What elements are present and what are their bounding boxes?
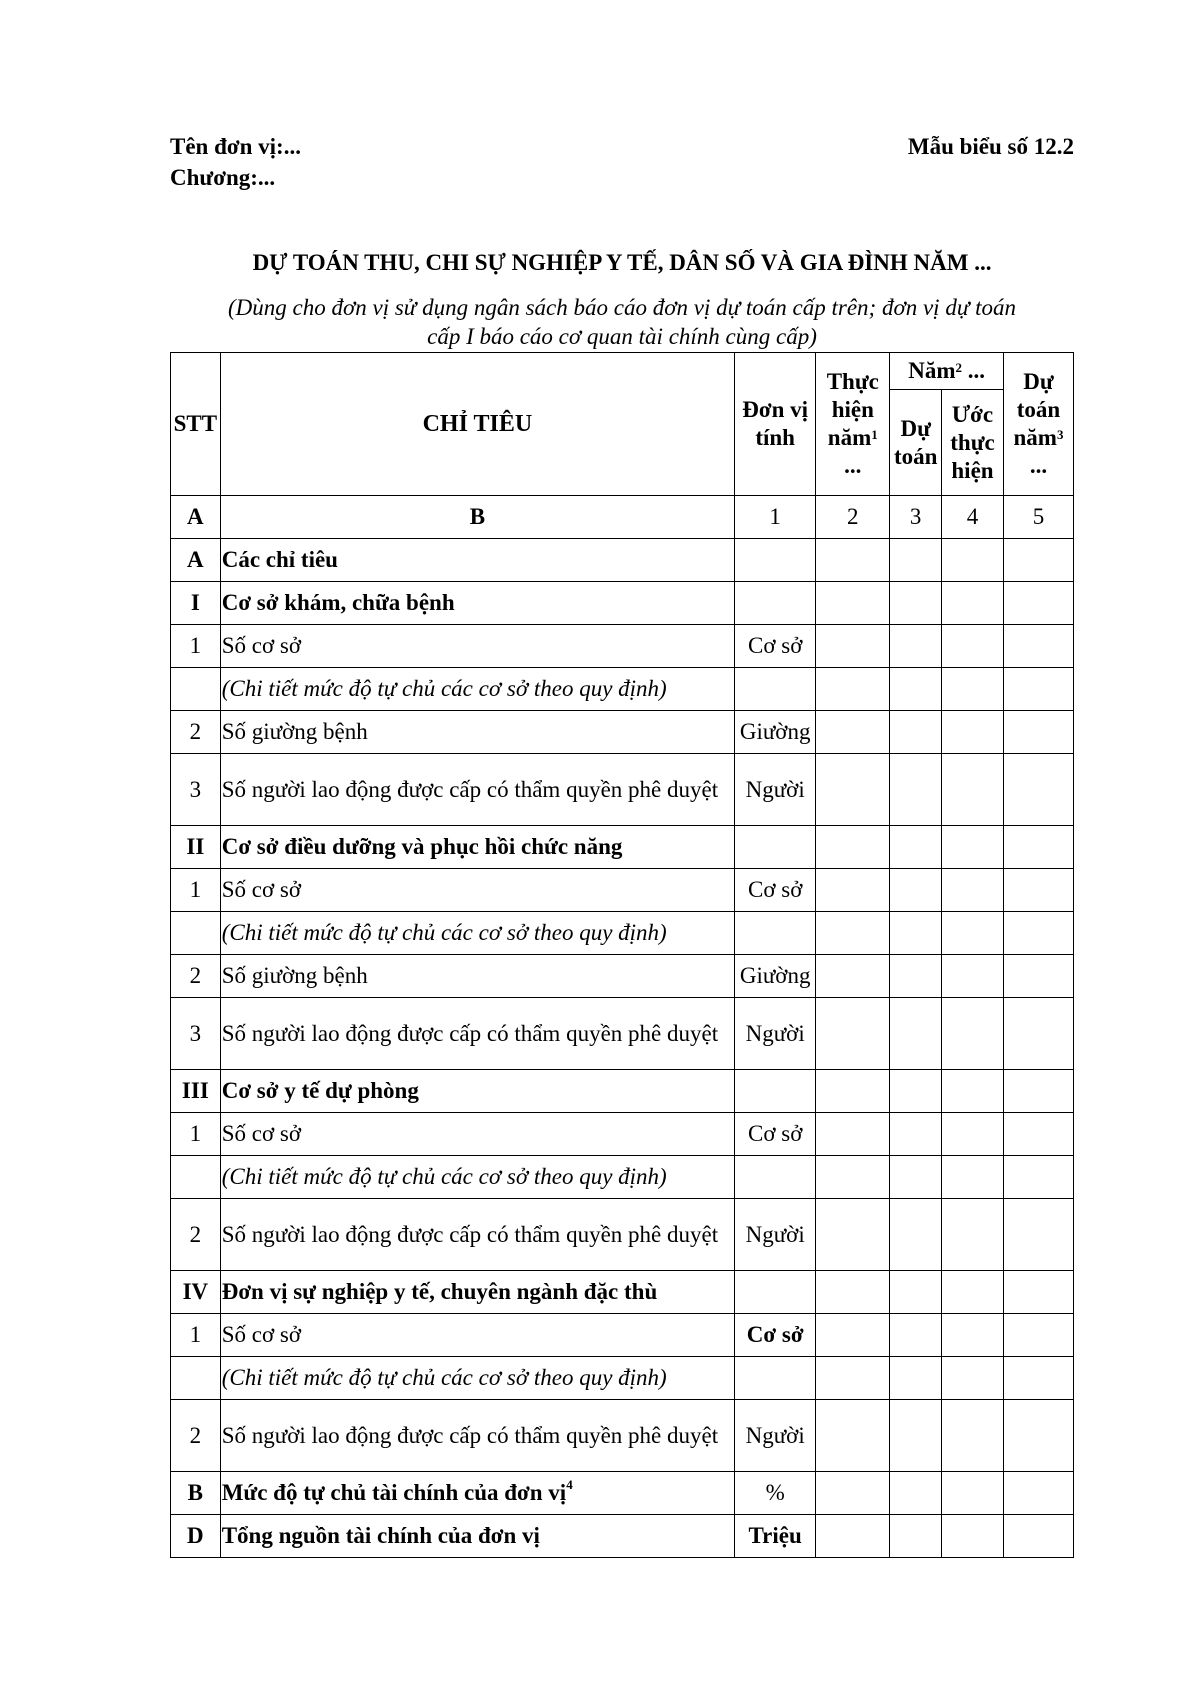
value-cell bbox=[816, 582, 890, 625]
value-cell bbox=[890, 998, 942, 1070]
col-index-cell: B bbox=[220, 496, 734, 539]
table-row bbox=[171, 711, 1074, 754]
row-label bbox=[220, 668, 734, 711]
table-row bbox=[171, 1472, 1074, 1515]
row-label bbox=[220, 625, 734, 668]
value-cell bbox=[1003, 1515, 1073, 1558]
value-cell bbox=[890, 1199, 942, 1271]
value-cell bbox=[942, 1314, 1004, 1357]
value-cell bbox=[890, 754, 942, 826]
row-unit bbox=[735, 1271, 816, 1314]
value-cell bbox=[816, 1515, 890, 1558]
value-cell bbox=[942, 869, 1004, 912]
value-cell bbox=[1003, 668, 1073, 711]
row-label bbox=[220, 1472, 734, 1515]
row-label bbox=[220, 1070, 734, 1113]
value-cell bbox=[816, 1113, 890, 1156]
value-cell bbox=[942, 1400, 1004, 1472]
row-stt: 2 bbox=[171, 955, 221, 998]
col-index-cell: 5 bbox=[1003, 496, 1073, 539]
row-stt: 3 bbox=[171, 754, 221, 826]
value-cell bbox=[890, 1357, 942, 1400]
document-subtitle bbox=[170, 293, 1074, 351]
value-cell bbox=[816, 1070, 890, 1113]
table-row bbox=[171, 1314, 1074, 1357]
row-label-text: (Chi tiết mức độ tự chủ các cơ sở theo quy định) bbox=[221, 1164, 667, 1189]
row-unit bbox=[735, 1357, 816, 1400]
row-label-text: Số cơ sở bbox=[221, 1322, 301, 1347]
value-cell bbox=[890, 1271, 942, 1314]
row-stt: 2 bbox=[171, 1199, 221, 1271]
chapter-label: Chương:... bbox=[170, 165, 276, 190]
row-label-text: Cơ sở khám, chữa bệnh bbox=[221, 590, 455, 615]
header-don-vi-tinh: Đơn vị tính bbox=[735, 353, 816, 496]
table-row bbox=[171, 1357, 1074, 1400]
value-cell bbox=[816, 998, 890, 1070]
row-stt: 1 bbox=[171, 1314, 221, 1357]
document-title: DỰ TOÁN THU, CHI SỰ NGHIỆP Y TẾ, DÂN SỐ VÀ GIA ĐÌNH NĂM ... bbox=[252, 250, 992, 275]
row-label bbox=[220, 1400, 734, 1472]
row-stt bbox=[171, 668, 221, 711]
row-label bbox=[220, 912, 734, 955]
row-label bbox=[220, 1314, 734, 1357]
row-stt: 1 bbox=[171, 869, 221, 912]
table-row bbox=[171, 582, 1074, 625]
row-label-text: Tổng nguồn tài chính của đơn vị bbox=[221, 1523, 540, 1548]
value-cell bbox=[816, 826, 890, 869]
row-stt: B bbox=[171, 1472, 221, 1515]
table-row bbox=[171, 539, 1074, 582]
value-cell bbox=[890, 1070, 942, 1113]
value-cell bbox=[890, 1314, 942, 1357]
value-cell bbox=[1003, 1199, 1073, 1271]
value-cell bbox=[816, 1271, 890, 1314]
subtitle-line-2: cấp I báo cáo cơ quan tài chính cùng cấp) bbox=[427, 324, 817, 349]
table-row bbox=[171, 1156, 1074, 1199]
row-stt: II bbox=[171, 826, 221, 869]
row-label-text: Số cơ sở bbox=[221, 877, 301, 902]
row-stt: 1 bbox=[171, 625, 221, 668]
row-unit: Giường bbox=[735, 955, 816, 998]
value-cell bbox=[942, 1113, 1004, 1156]
table-row bbox=[171, 826, 1074, 869]
row-label-text: Số người lao động được cấp có thẩm quyền phê duyệt bbox=[221, 1423, 719, 1448]
table-row bbox=[171, 1515, 1074, 1558]
value-cell bbox=[1003, 998, 1073, 1070]
value-cell bbox=[816, 711, 890, 754]
value-cell bbox=[816, 1400, 890, 1472]
row-stt: III bbox=[171, 1070, 221, 1113]
row-label-text: Các chỉ tiêu bbox=[221, 547, 338, 572]
value-cell bbox=[890, 1156, 942, 1199]
row-label-text: Số giường bệnh bbox=[221, 963, 368, 988]
col-index-cell: 3 bbox=[890, 496, 942, 539]
row-unit bbox=[735, 582, 816, 625]
value-cell bbox=[816, 754, 890, 826]
value-cell bbox=[1003, 711, 1073, 754]
table-row bbox=[171, 625, 1074, 668]
value-cell bbox=[1003, 1070, 1073, 1113]
value-cell bbox=[942, 998, 1004, 1070]
value-cell bbox=[1003, 539, 1073, 582]
value-cell bbox=[942, 1515, 1004, 1558]
value-cell bbox=[890, 826, 942, 869]
row-label-text: Số người lao động được cấp có thẩm quyền phê duyệt bbox=[221, 1222, 719, 1247]
value-cell bbox=[816, 668, 890, 711]
row-label-footnote: 4 bbox=[566, 1477, 573, 1492]
table-body bbox=[171, 496, 1074, 1558]
row-label-text: Cơ sở điều dưỡng và phục hồi chức năng bbox=[221, 834, 623, 859]
value-cell bbox=[1003, 625, 1073, 668]
table-row bbox=[171, 1271, 1074, 1314]
row-label-text: (Chi tiết mức độ tự chủ các cơ sở theo quy định) bbox=[221, 920, 667, 945]
value-cell bbox=[942, 1472, 1004, 1515]
value-cell bbox=[942, 1271, 1004, 1314]
value-cell bbox=[816, 955, 890, 998]
value-cell bbox=[1003, 869, 1073, 912]
row-unit: Người bbox=[735, 754, 816, 826]
col-index-cell: 4 bbox=[942, 496, 1004, 539]
row-unit bbox=[735, 912, 816, 955]
row-stt: 2 bbox=[171, 1400, 221, 1472]
value-cell bbox=[890, 711, 942, 754]
unit-info bbox=[170, 131, 301, 193]
value-cell bbox=[890, 869, 942, 912]
row-stt bbox=[171, 1357, 221, 1400]
row-label bbox=[220, 711, 734, 754]
header-nam: Năm$^2$ ... bbox=[890, 353, 1004, 390]
row-label-text: Số người lao động được cấp có thẩm quyền phê duyệt bbox=[221, 777, 719, 802]
row-label-text: Số người lao động được cấp có thẩm quyền phê duyệt bbox=[221, 1021, 719, 1046]
row-stt bbox=[171, 1156, 221, 1199]
row-label-text: Số giường bệnh bbox=[221, 719, 368, 744]
col-index-cell: A bbox=[171, 496, 221, 539]
value-cell bbox=[942, 668, 1004, 711]
value-cell bbox=[890, 912, 942, 955]
table-row bbox=[171, 998, 1074, 1070]
row-stt: I bbox=[171, 582, 221, 625]
header-chi-tieu: CHỈ TIÊU bbox=[220, 353, 734, 496]
value-cell bbox=[890, 582, 942, 625]
value-cell bbox=[890, 539, 942, 582]
value-cell bbox=[942, 754, 1004, 826]
value-cell bbox=[1003, 1156, 1073, 1199]
row-label bbox=[220, 1199, 734, 1271]
row-label bbox=[220, 826, 734, 869]
row-unit: Triệu bbox=[735, 1515, 816, 1558]
row-unit: Cơ sở bbox=[735, 869, 816, 912]
value-cell bbox=[942, 826, 1004, 869]
table-row bbox=[171, 754, 1074, 826]
value-cell bbox=[890, 1400, 942, 1472]
value-cell bbox=[942, 955, 1004, 998]
row-label bbox=[220, 1357, 734, 1400]
row-label bbox=[220, 1113, 734, 1156]
value-cell bbox=[816, 1314, 890, 1357]
form-number: Mẫu biểu số 12.2 bbox=[907, 134, 1074, 159]
row-label bbox=[220, 998, 734, 1070]
row-unit: Cơ sở bbox=[735, 625, 816, 668]
table-row bbox=[171, 912, 1074, 955]
estimate-table bbox=[170, 352, 1074, 1558]
row-unit: Cơ sở bbox=[735, 1314, 816, 1357]
value-cell bbox=[1003, 912, 1073, 955]
value-cell bbox=[942, 711, 1004, 754]
unit-name-label: Tên đơn vị:... bbox=[170, 134, 301, 159]
header-du-toan-nam: Dự toán năm$^3$ ... bbox=[1003, 353, 1073, 496]
row-unit: Giường bbox=[735, 711, 816, 754]
value-cell bbox=[1003, 1357, 1073, 1400]
row-stt: 1 bbox=[171, 1113, 221, 1156]
row-unit: Người bbox=[735, 1199, 816, 1271]
value-cell bbox=[890, 668, 942, 711]
row-label-text: Số cơ sở bbox=[221, 633, 301, 658]
table-row bbox=[171, 955, 1074, 998]
table-row bbox=[171, 1070, 1074, 1113]
value-cell bbox=[890, 955, 942, 998]
table-row bbox=[171, 668, 1074, 711]
table-row bbox=[171, 869, 1074, 912]
value-cell bbox=[816, 1357, 890, 1400]
row-stt: 3 bbox=[171, 998, 221, 1070]
row-unit: % bbox=[735, 1472, 816, 1515]
value-cell bbox=[942, 1357, 1004, 1400]
row-label-text: Mức độ tự chủ tài chính của đơn vị bbox=[221, 1480, 567, 1505]
header-du-toan: Dự toán bbox=[890, 390, 942, 496]
row-label bbox=[220, 869, 734, 912]
value-cell bbox=[1003, 754, 1073, 826]
row-unit bbox=[735, 1070, 816, 1113]
value-cell bbox=[1003, 1113, 1073, 1156]
row-unit bbox=[735, 1156, 816, 1199]
value-cell bbox=[816, 869, 890, 912]
row-unit: Cơ sở bbox=[735, 1113, 816, 1156]
value-cell bbox=[942, 1199, 1004, 1271]
header-stt: STT bbox=[171, 353, 221, 496]
row-label-text: Đơn vị sự nghiệp y tế, chuyên ngành đặc thù bbox=[221, 1279, 658, 1304]
column-index-row bbox=[171, 496, 1074, 539]
row-label-text: (Chi tiết mức độ tự chủ các cơ sở theo quy định) bbox=[221, 1365, 667, 1390]
row-label-text: Số cơ sở bbox=[221, 1121, 301, 1146]
row-stt: D bbox=[171, 1515, 221, 1558]
value-cell bbox=[890, 1113, 942, 1156]
row-stt: 2 bbox=[171, 711, 221, 754]
row-label bbox=[220, 582, 734, 625]
value-cell bbox=[816, 1199, 890, 1271]
value-cell bbox=[942, 912, 1004, 955]
value-cell bbox=[942, 1070, 1004, 1113]
row-label-text: Cơ sở y tế dự phòng bbox=[221, 1078, 419, 1103]
row-unit bbox=[735, 826, 816, 869]
header-uoc-thuc-hien: Ước thực hiện bbox=[942, 390, 1004, 496]
value-cell bbox=[890, 625, 942, 668]
row-stt: A bbox=[171, 539, 221, 582]
value-cell bbox=[1003, 582, 1073, 625]
value-cell bbox=[1003, 826, 1073, 869]
value-cell bbox=[816, 1472, 890, 1515]
value-cell bbox=[1003, 1472, 1073, 1515]
row-unit bbox=[735, 539, 816, 582]
value-cell bbox=[1003, 955, 1073, 998]
value-cell bbox=[942, 582, 1004, 625]
row-label bbox=[220, 955, 734, 998]
table-row bbox=[171, 1199, 1074, 1271]
value-cell bbox=[942, 625, 1004, 668]
row-unit bbox=[735, 668, 816, 711]
value-cell bbox=[816, 625, 890, 668]
row-label bbox=[220, 539, 734, 582]
col-index-cell: 1 bbox=[735, 496, 816, 539]
row-label bbox=[220, 1515, 734, 1558]
row-label bbox=[220, 754, 734, 826]
col-index-cell: 2 bbox=[816, 496, 890, 539]
row-unit: Người bbox=[735, 1400, 816, 1472]
value-cell bbox=[816, 1156, 890, 1199]
header-thuc-hien: Thực hiện năm$^1$ ... bbox=[816, 353, 890, 496]
row-label bbox=[220, 1156, 734, 1199]
table-row bbox=[171, 1400, 1074, 1472]
value-cell bbox=[816, 912, 890, 955]
row-label-text: (Chi tiết mức độ tự chủ các cơ sở theo quy định) bbox=[221, 676, 667, 701]
row-stt bbox=[171, 912, 221, 955]
value-cell bbox=[1003, 1314, 1073, 1357]
subtitle-line-1: (Dùng cho đơn vị sử dụng ngân sách báo cáo đơn vị dự toán cấp trên; đơn vị dự toán bbox=[228, 295, 1016, 320]
value-cell bbox=[890, 1515, 942, 1558]
value-cell bbox=[890, 1472, 942, 1515]
value-cell bbox=[942, 1156, 1004, 1199]
row-unit: Người bbox=[735, 998, 816, 1070]
value-cell bbox=[816, 539, 890, 582]
value-cell bbox=[1003, 1400, 1073, 1472]
table-row bbox=[171, 1113, 1074, 1156]
row-label bbox=[220, 1271, 734, 1314]
value-cell bbox=[1003, 1271, 1073, 1314]
value-cell bbox=[942, 539, 1004, 582]
row-stt: IV bbox=[171, 1271, 221, 1314]
